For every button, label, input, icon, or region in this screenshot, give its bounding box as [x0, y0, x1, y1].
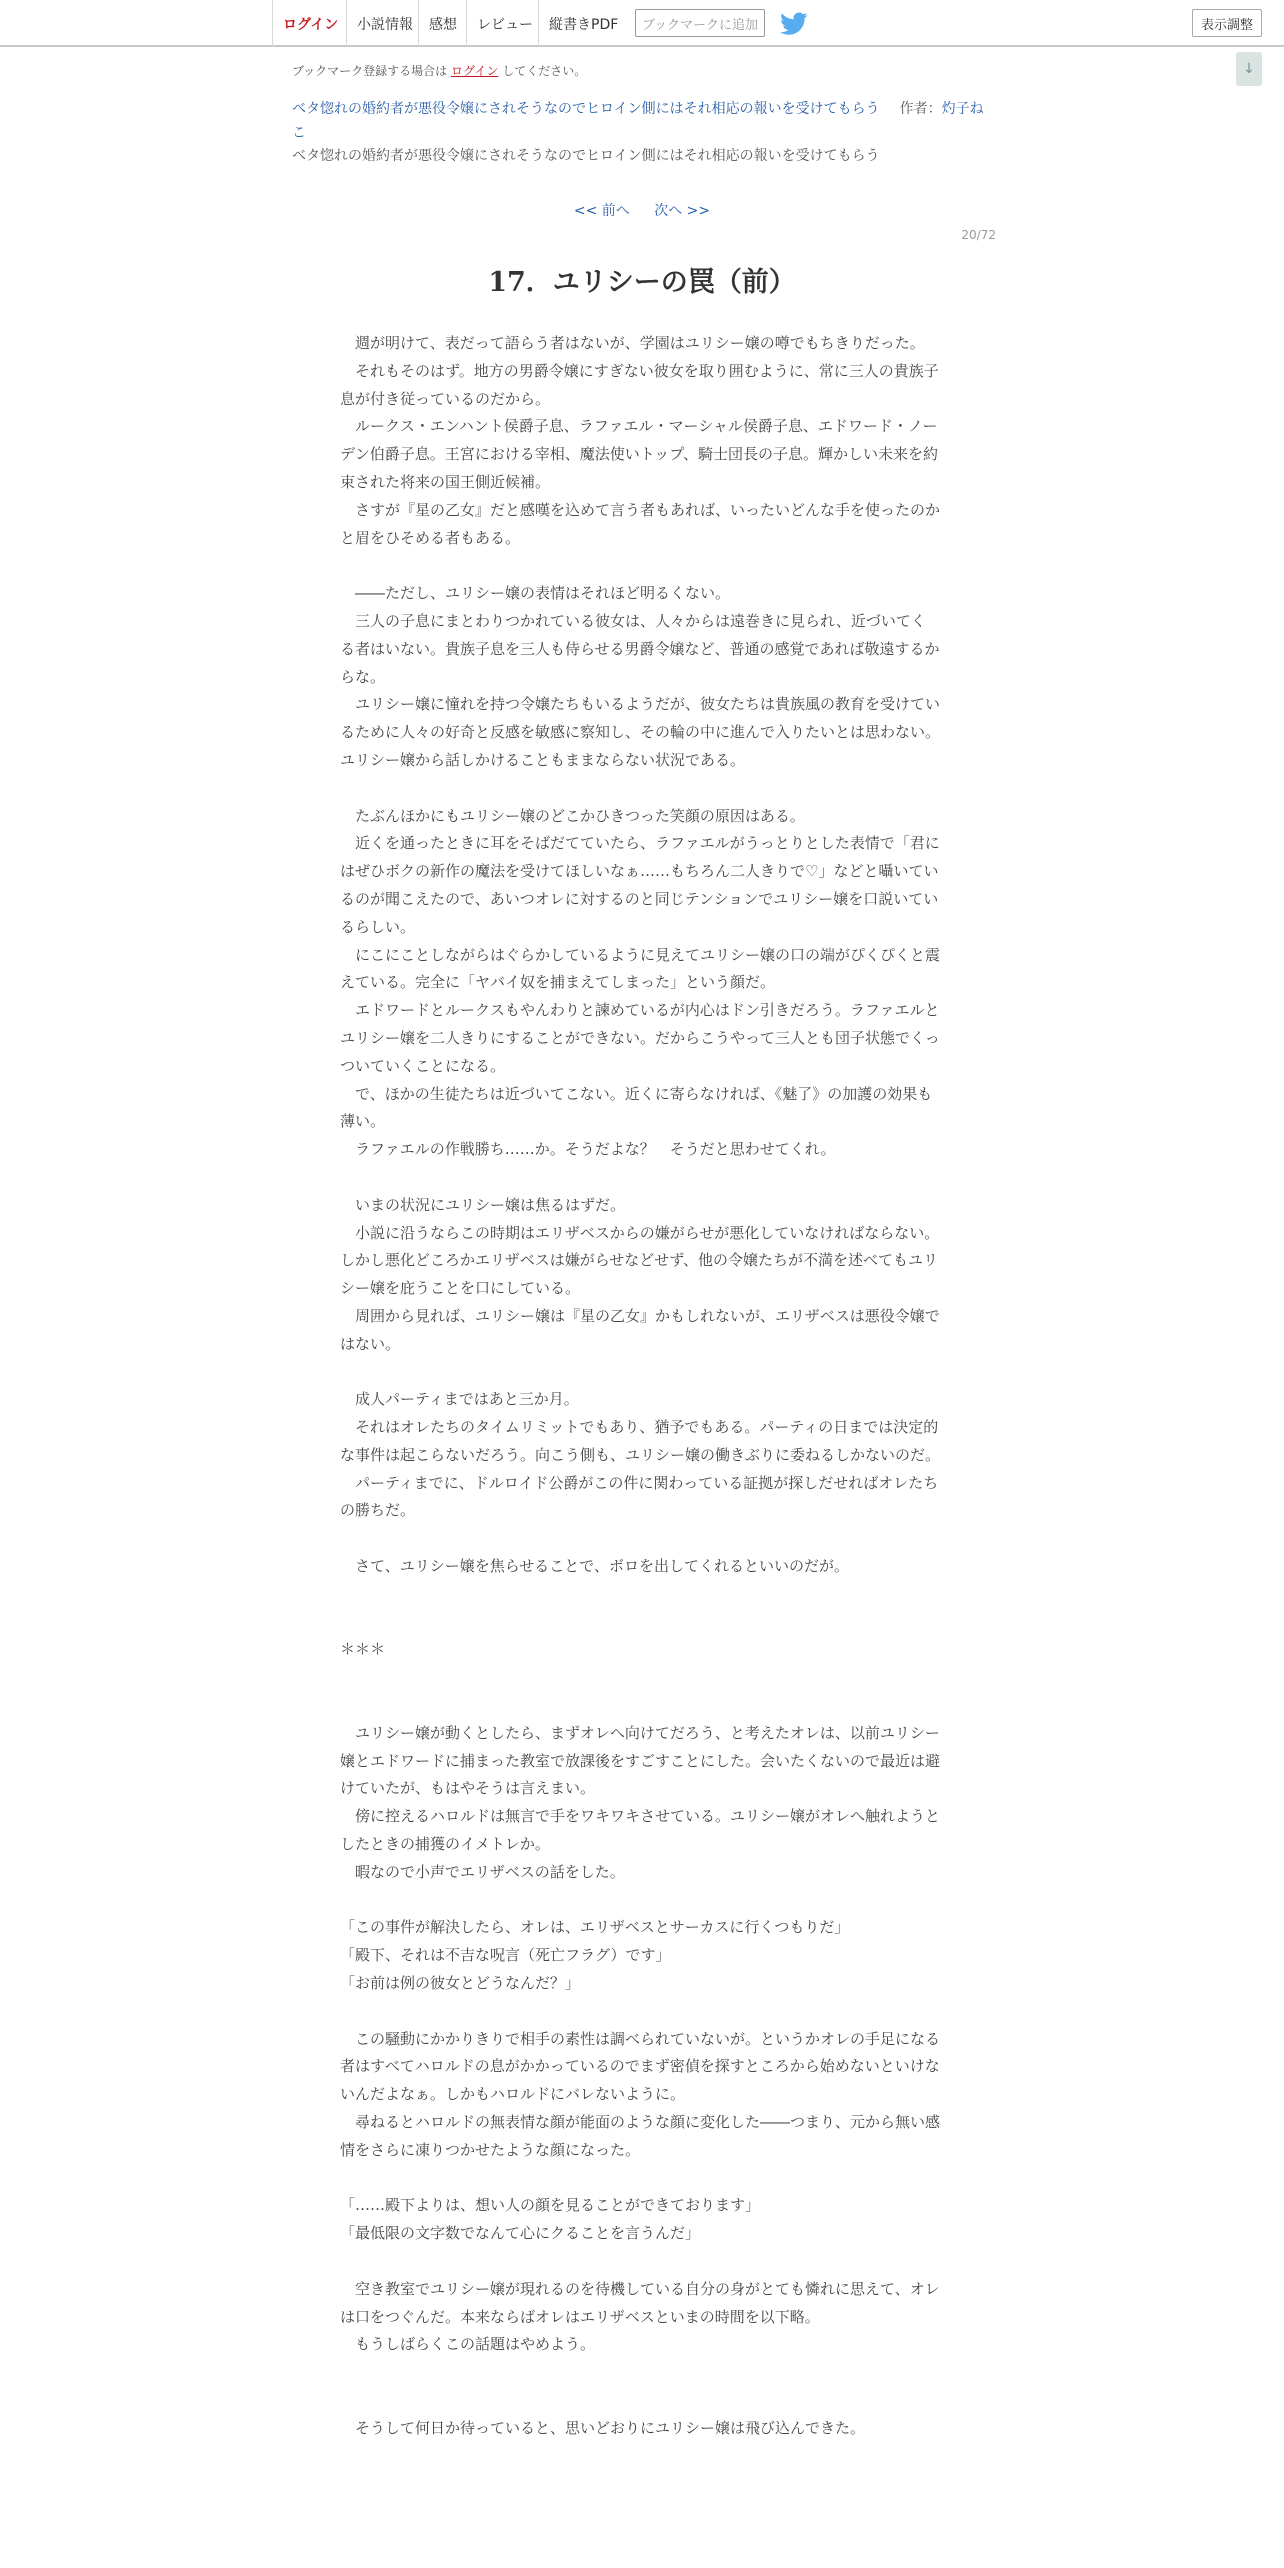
body-paragraph: ――ただし、ユリシー嬢の表情はそれほど明るくない。 [340, 584, 731, 603]
body-paragraph: たぶんほかにもユリシー嬢のどこかひきつった笑顔の原因はある。 [340, 806, 805, 825]
body-paragraph: 三人の子息にまとわりつかれている彼女は、人々からは遠巻きに見られ、近づいてくる者はいない。貴族子息を三人も侍らせる男爵令嬢など、普通の感覚であれば敬遠するからな。 [340, 611, 940, 686]
display-settings-button[interactable]: 表示調整 [1192, 9, 1262, 37]
next-chapter-link[interactable]: 次へ >> [654, 203, 711, 219]
body-paragraph: ルークス・エンハント侯爵子息、ラファエル・マーシャル侯爵子息、エドワード・ノーデン伯爵子息。王宮における宰相、魔法使いトップ、騎士団長の子息。輝かしい未来を約束された将来の国王側近候補。 [340, 417, 939, 491]
author-label: 作者： [899, 101, 942, 117]
body-paragraph: それもそのはず。地方の男爵令嬢にすぎない彼女を取り囲むように、常に三人の貴族子息が付き従っているのだから。 [340, 361, 939, 408]
body-paragraph: 「……殿下よりは、想い人の顔を見ることができております」 [340, 2196, 761, 2215]
body-paragraph: ユリシー嬢に憧れを持つ令嬢たちもいるようだが、彼女たちは貴族風の教育を受けているために人々の好奇と反感を敏感に察知し、その輪の中に進んで入りたいとは思わない。ユリシー嬢から話しかけることもままならない状況である。 [340, 695, 941, 769]
nav-login-link[interactable]: ログイン [272, 0, 348, 47]
bookmark-login-notice [292, 62, 586, 79]
body-paragraph: この騒動にかかりきりで相手の素性は調べられていないが。というかオレの手足になる者はすべてハロルドの息がかかっているのでまず密偵を探すところから始めないといけないんだよなぁ。しかもハロルドにバレないように。 [340, 2029, 941, 2104]
body-paragraph [340, 1164, 940, 1192]
body-paragraph [340, 552, 940, 580]
body-paragraph: エドワードとルークスもやんわりと諫めているが内心はドン引きだろう。ラファエルとユリシー嬢を二人きりにすることができない。だからこうやって三人とも団子状態でくっついていくことになる。 [340, 1001, 940, 1075]
notice-login-link[interactable]: ログイン [451, 64, 499, 78]
body-paragraph: もうしばらくこの話題はやめよう。 [340, 2335, 596, 2354]
body-paragraph: 小説に沿うならこの時期はエリザベスからの嫌がらせが悪化していなければならない。しかし悪化どころかエリザベスは嫌がらせなどせず、他の令嬢たちが不満を述べてもユリシー嬢を庇うことを口にしている。 [340, 1223, 940, 1298]
body-paragraph [340, 1887, 940, 1915]
body-paragraph: パーティまでに、ドルロイド公爵がこの件に関わっている証拠が探しだせればオレたちの勝ちだ。 [340, 1473, 939, 1520]
body-paragraph: にこにことしながらはぐらかしているように見えてユリシー嬢の口の端がぴくぴくと震えている。完全に「ヤバイ奴を捕まえてしまった」という顔だ。 [340, 945, 941, 992]
body-paragraph: で、ほかの生徒たちは近づいてこない。近くに寄らなければ、《魅了》の加護の効果も薄い。 [340, 1084, 933, 1131]
body-paragraph: さすが『星の乙女』だと感嘆を込めて言う者もあれば、いったいどんな手を使ったのかと眉をひそめる者もある。 [340, 500, 941, 547]
body-paragraph: ＊＊＊ [340, 1640, 386, 1659]
body-paragraph [340, 1525, 940, 1553]
body-paragraph: 「お前は例の彼女とどうなんだ？」 [340, 1974, 581, 1993]
body-paragraph: さて、ユリシー嬢を焦らせることで、ボロを出してくれるといいのだが。 [340, 1557, 849, 1576]
body-paragraph: 成人パーティまではあと三か月。 [340, 1390, 579, 1409]
body-paragraph [340, 1664, 940, 1692]
nav-vertical-pdf-link[interactable]: 縦書きPDF [538, 0, 628, 47]
body-paragraph: ユリシー嬢が動くとしたら、まずオレへ向けてだろう、と考えたオレは、以前ユリシー嬢とエドワードに捕まった教室で放課後をすごすことにした。会いたくないので最近は避けていたが、もはやそうは言えまい。 [340, 1723, 941, 1798]
notice-prefix: ブックマーク登録する場合は [292, 64, 448, 78]
nav-novel-info-link[interactable]: 小説情報 [346, 0, 423, 47]
chapter-title: 17．ユリシーの罠（前） [488, 267, 796, 298]
notice-suffix: してください。 [502, 64, 587, 78]
body-paragraph [340, 1692, 940, 1720]
chapter-pager [0, 200, 1284, 220]
body-paragraph [340, 1581, 940, 1609]
body-paragraph: 「最低限の文字数でなんて心にクることを言うんだ」 [340, 2224, 701, 2243]
twitter-bird-icon[interactable] [780, 12, 808, 36]
series-title-link[interactable]: ベタ惚れの婚約者が悪役令嬢にされそうなのでヒロイン側にはそれ相応の報いを受けてもらう [292, 101, 880, 117]
body-paragraph: 尋ねるとハロルドの無表情な顔が能面のような顔に変化した――つまり、元から無い感情をさらに凍りつかせたような顔になった。 [340, 2113, 941, 2159]
body-paragraph: 「殿下、それは不吉な呪言（死亡フラグ）です」 [340, 1946, 671, 1965]
body-paragraph: 暇なので小声でエリザベスの話をした。 [340, 1862, 625, 1881]
nav-impressions-link[interactable]: 感想 [418, 0, 467, 47]
bookmark-add-button[interactable]: ブックマークに追加 [635, 9, 765, 37]
body-paragraph [340, 1609, 940, 1637]
body-paragraph [340, 2387, 940, 2415]
body-paragraph [340, 2248, 940, 2276]
series-title [292, 97, 992, 145]
prev-chapter-link[interactable]: << 前へ [573, 203, 630, 219]
body-paragraph: ラファエルの作戦勝ち……か。そうだよな？ そうだと思わせてくれ。 [340, 1140, 836, 1159]
body-paragraph: 空き教室でユリシー嬢が現れるのを待機している自分の身がとても憐れに思えて、オレは口をつぐんだ。本来ならばオレはエリザベスといまの時間を以下略。 [340, 2279, 940, 2326]
body-paragraph: 傍に控えるハロルドは無言で手をワキワキさせている。ユリシー嬢がオレへ触れようとしたときの捕獲のイメトレか。 [340, 1807, 941, 1854]
series-subtitle: ベタ惚れの婚約者が悪役令嬢にされそうなのでヒロイン側にはそれ相応の報いを受けてもらう [292, 148, 880, 164]
body-paragraph [340, 1998, 940, 2026]
body-paragraph [340, 775, 940, 803]
body-paragraph: 「この事件が解決したら、オレは、エリザベスとサーカスに行くつもりだ」 [340, 1918, 850, 1937]
nav-review-link[interactable]: レビュー [466, 0, 543, 47]
body-paragraph: それはオレたちのタイムリミットでもあり、猶予でもある。パーティの日までは決定的な事件は起こらないだろう。向こう側も、ユリシー嬢の働きぶりに委ねるしかないのだ。 [340, 1418, 941, 1464]
novel-body [340, 330, 940, 2443]
body-paragraph [340, 1358, 940, 1386]
body-paragraph [340, 2165, 940, 2193]
body-paragraph: 周囲から見れば、ユリシー嬢は『星の乙女』かもしれないが、エリザベスは悪役令嬢ではない。 [340, 1306, 940, 1353]
body-paragraph: 週が明けて、表だって語らう者はないが、学園はユリシー嬢の噂でもちきりだった。 [340, 334, 925, 352]
author-link[interactable]: 灼子ねこ [292, 101, 984, 141]
body-paragraph: いまの状況にユリシー嬢は焦るはずだ。 [340, 1195, 626, 1214]
top-navigation-bar [0, 0, 1284, 47]
body-paragraph [340, 2359, 940, 2387]
body-paragraph: 近くを通ったときに耳をそばだてていたら、ラファエルがうっとりとした表情で「君にはぜひボクの新作の魔法を受けてほしいなぁ……もちろん二人きりで♡」などと囁いているのが聞こえたので、あいつオレに対するのと同じテンションでユリシー嬢を口説いているらしい。 [340, 834, 940, 936]
body-paragraph: そうして何日か待っていると、思いどおりにユリシー嬢は飛び込んできた。 [340, 2418, 866, 2437]
chapter-counter: 20/72 [961, 228, 996, 242]
scroll-down-button[interactable]: ↓ [1236, 52, 1262, 86]
